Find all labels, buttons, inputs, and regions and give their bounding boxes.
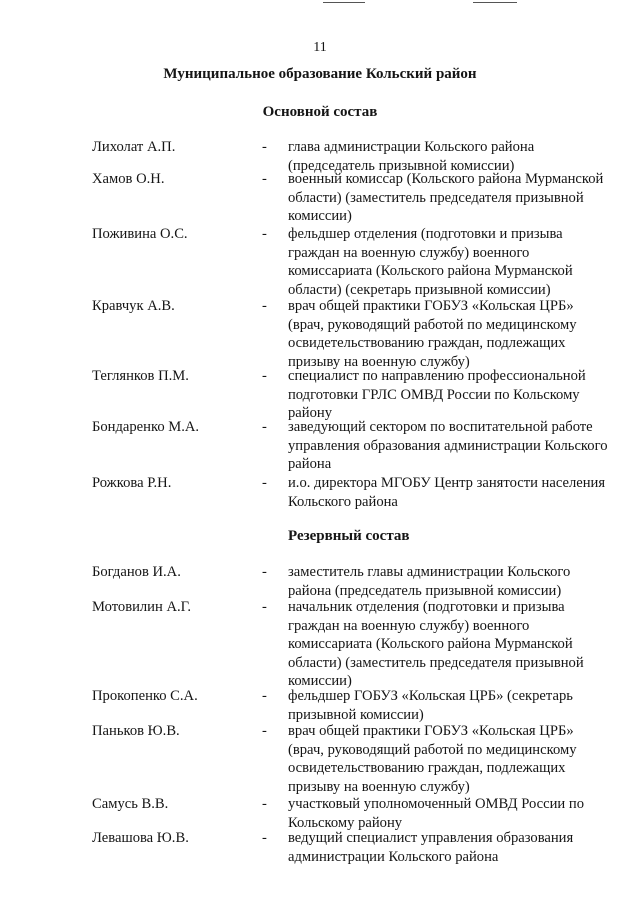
member-role: начальник отделения (подготовки и призыва граждан на военную службу) военного комиссариата (Кольского района Мурманской области) (заместитель председателя призывной комиссии) (288, 599, 584, 689)
scan-artifact-line (473, 2, 517, 3)
document-title: Муниципальное образование Кольский район (163, 66, 477, 82)
member-role: заведующий сектором по воспитательной работе управления образования администрации Кольского района (288, 419, 608, 472)
member-name: Кравчук А.В. (92, 298, 175, 314)
member-dash: - (262, 830, 267, 846)
member-name: Самусь В.В. (92, 796, 169, 812)
member-row (92, 598, 612, 691)
member-dash: - (262, 419, 267, 435)
member-row (92, 722, 612, 796)
member-dash: - (262, 796, 267, 812)
member-role: врач общей практики ГОБУЗ «Кольская ЦРБ» (врач, руководящий работой по медицинскому освидетельствованию граждан, подлежащих призыву на военную службу) (288, 298, 577, 370)
member-name: Поживина О.С. (92, 226, 188, 242)
member-dash: - (262, 171, 267, 187)
member-role: врач общей практики ГОБУЗ «Кольская ЦРБ» (врач, руководящий работой по медицинскому освидетельствованию граждан, подлежащих призыву на военную службу) (288, 723, 577, 795)
member-dash: - (262, 564, 267, 580)
member-role: глава администрации Кольского района (председатель призывной комиссии) (288, 139, 535, 174)
member-name: Паньков Ю.В. (92, 723, 180, 739)
member-row (92, 297, 612, 371)
member-row (92, 225, 612, 299)
member-dash: - (262, 723, 267, 739)
member-name: Рожкова Р.Н. (92, 475, 172, 491)
member-role: заместитель главы администрации Кольского района (председатель призывной комиссии) (288, 564, 571, 599)
member-name: Мотовилин А.Г. (92, 599, 192, 615)
member-row (92, 474, 612, 511)
member-row (92, 829, 612, 866)
scan-artifact-line (323, 2, 365, 3)
member-dash: - (262, 368, 267, 384)
member-row (92, 170, 612, 226)
member-name: Бондаренко М.А. (92, 419, 200, 435)
member-dash: - (262, 298, 267, 314)
reserve-composition-heading: Резервный состав (288, 528, 410, 544)
member-dash: - (262, 226, 267, 242)
page-number: 11 (313, 40, 327, 55)
member-role: фельдшер отделения (подготовки и призыва граждан на военную службу) военного комиссариата (Кольского района Мурманской области) (секретарь призывной комиссии) (288, 226, 573, 298)
main-composition-heading: Основной состав (262, 104, 378, 120)
member-row (92, 795, 612, 832)
member-role: специалист по направлению профессиональной подготовки ГРЛС ОМВД России по Кольскому району (288, 368, 586, 421)
member-name: Левашова Ю.В. (92, 830, 189, 846)
member-name: Теглянков П.М. (92, 368, 189, 384)
member-row (92, 563, 612, 600)
member-dash: - (262, 688, 267, 704)
member-role: военный комиссар (Кольского района Мурманской области) (заместитель председателя призывной комиссии) (288, 171, 604, 224)
member-role: участковый уполномоченный ОМВД России по Кольскому району (288, 796, 584, 831)
member-dash: - (262, 599, 267, 615)
member-role: фельдшер ГОБУЗ «Кольская ЦРБ» (секретарь призывной комиссии) (288, 688, 573, 723)
member-name: Богданов И.А. (92, 564, 181, 580)
member-name: Лихолат А.П. (92, 139, 176, 155)
member-dash: - (262, 475, 267, 491)
member-name: Прокопенко С.А. (92, 688, 198, 704)
member-role: ведущий специалист управления образования администрации Кольского района (288, 830, 574, 865)
member-row (92, 367, 612, 423)
member-name: Хамов О.Н. (92, 171, 165, 187)
member-row (92, 687, 612, 724)
member-dash: - (262, 139, 267, 155)
member-row (92, 418, 612, 474)
member-role: и.о. директора МГОБУ Центр занятости населения Кольского района (288, 475, 606, 510)
